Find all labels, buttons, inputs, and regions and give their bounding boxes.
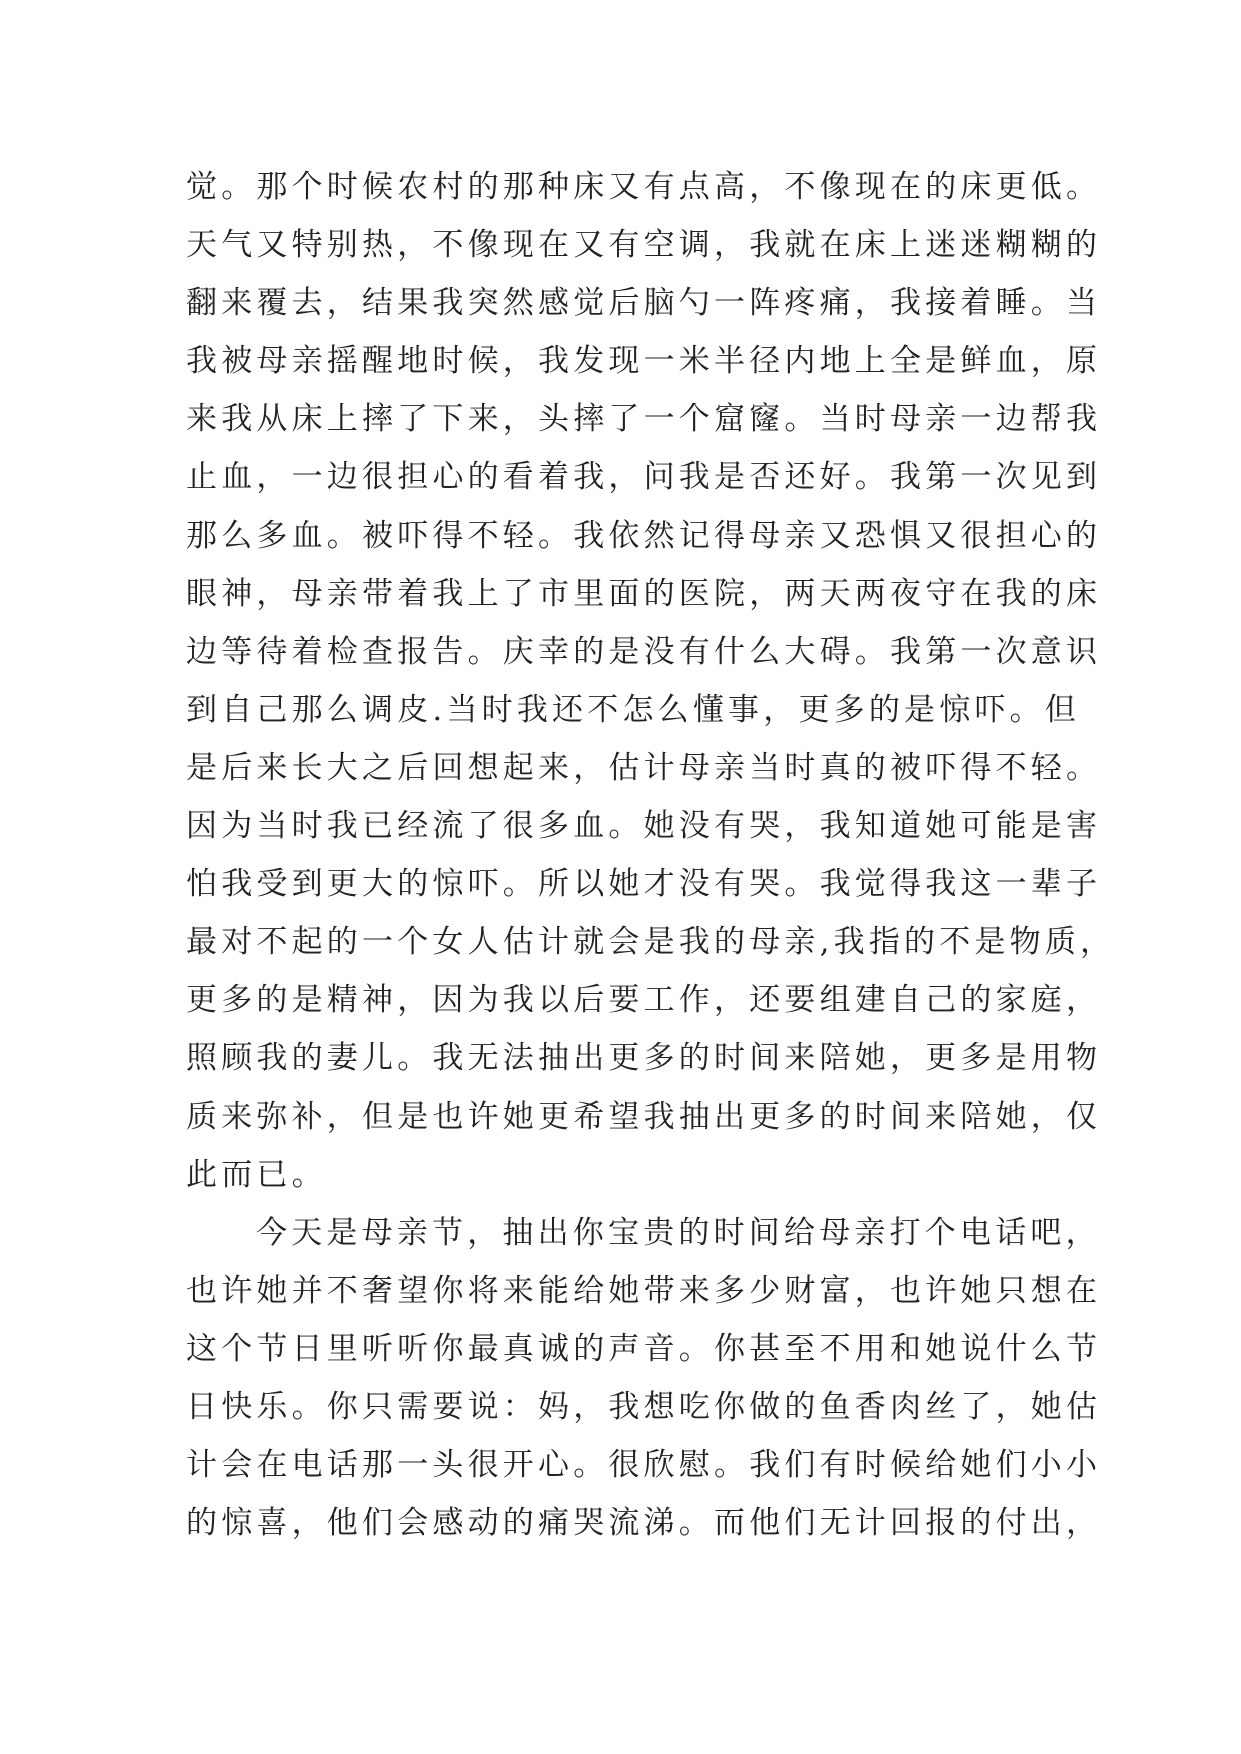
text-line: 的惊喜，他们会感动的痛哭流涕。而他们无计回报的付出， (186, 1505, 1102, 1542)
text-line: 到自己那么调皮.当时我还不怎么懂事，更多的是惊吓。但 (186, 691, 1081, 728)
text-line: 计会在电话那一头很开心。很欣慰。我们有时候给她们小小 (186, 1447, 1102, 1484)
text-line: 怕我受到更大的惊吓。所以她才没有哭。我觉得我这一辈子 (186, 866, 1102, 903)
text-line: 翻来覆去，结果我突然感觉后脑勺一阵疼痛，我接着睡。当 (186, 285, 1102, 322)
text-line: 来我从床上摔了下来，头摔了一个窟窿。当时母亲一边帮我 (186, 401, 1102, 438)
paragraph-end-line: 此而已。 (186, 1156, 327, 1193)
text-line: 因为当时我已经流了很多血。她没有哭，我知道她可能是害 (186, 808, 1102, 845)
text-line: 最对不起的一个女人估计就会是我的母亲,我指的不是物质， (186, 924, 1116, 961)
text-line: 是后来长大之后回想起来，估计母亲当时真的被吓得不轻。 (186, 749, 1102, 786)
text-line: 日快乐。你只需要说：妈，我想吃你做的鱼香肉丝了，她估 (186, 1388, 1102, 1425)
text-line: 天气又特别热，不像现在又有空调，我就在床上迷迷糊糊的 (186, 227, 1102, 264)
text-line: 边等待着检查报告。庆幸的是没有什么大碍。我第一次意识 (186, 633, 1102, 670)
paragraph-start-line: 今天是母亲节，抽出你宝贵的时间给母亲打个电话吧， (256, 1214, 1101, 1251)
text-line: 也许她并不奢望你将来能给她带来多少财富，也许她只想在 (186, 1272, 1102, 1309)
text-line: 我被母亲摇醒地时候，我发现一米半径内地上全是鲜血，原 (186, 343, 1102, 380)
text-line: 眼神，母亲带着我上了市里面的医院，两天两夜守在我的床 (186, 575, 1102, 612)
body-text (186, 158, 1116, 1552)
text-line: 止血，一边很担心的看着我，问我是否还好。我第一次见到 (186, 459, 1102, 496)
text-line: 更多的是精神，因为我以后要工作，还要组建自己的家庭， (186, 982, 1102, 1019)
text-line: 觉。那个时候农村的那种床又有点高，不像现在的床更低。 (186, 169, 1102, 205)
text-line: 那么多血。被吓得不轻。我依然记得母亲又恐惧又很担心的 (186, 517, 1102, 554)
text-line: 照顾我的妻儿。我无法抽出更多的时间来陪她，更多是用物 (186, 1040, 1102, 1077)
text-line: 这个节日里听听你最真诚的声音。你甚至不用和她说什么节 (186, 1330, 1102, 1367)
text-line: 质来弥补，但是也许她更希望我抽出更多的时间来陪她，仅 (186, 1098, 1102, 1135)
